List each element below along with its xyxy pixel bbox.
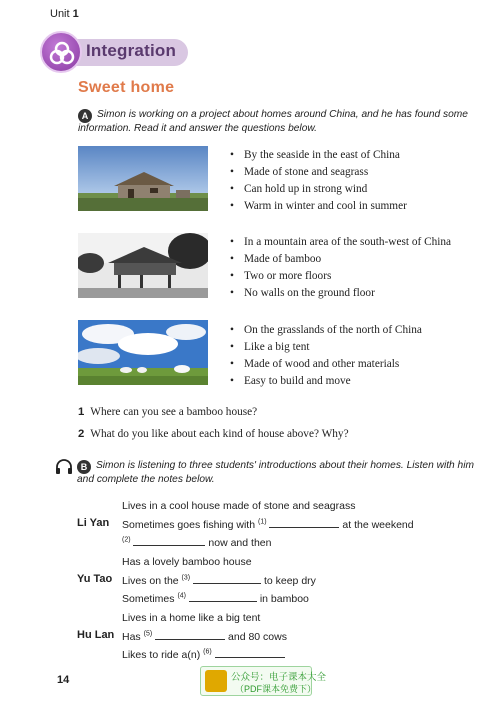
feature-item: • Easy to build and move	[230, 373, 422, 390]
question-number: 2	[78, 428, 85, 440]
section-b-instruction-1: Simon is listening to three students' introductions about their homes. Listen with him	[96, 460, 474, 471]
hu-lan-line-3-pre: Likes to ride a(n)	[122, 649, 201, 661]
feature-item: • On the grasslands of the north of China	[230, 322, 422, 339]
yu-tao-line-2-pre: Lives on the	[122, 575, 179, 587]
yu-tao-line-3-post: in bamboo	[259, 593, 309, 605]
yu-tao-line-3-pre: Sometimes	[122, 593, 175, 605]
question-number: 1	[78, 406, 85, 418]
section-b-instruction-2: and complete the notes below.	[77, 474, 215, 485]
answer-blank-3[interactable]	[193, 574, 261, 584]
headphones-icon[interactable]	[55, 459, 73, 480]
feature-item: • No walls on the ground floor	[230, 285, 451, 302]
yu-tao-line-2-post: to keep dry	[263, 575, 316, 587]
watermark-logo-icon	[205, 670, 227, 692]
blank-number-4: (4)	[177, 592, 186, 600]
li-yan-line-2	[122, 518, 414, 531]
yu-tao-line-1: Has a lovely bamboo house	[122, 556, 252, 568]
feature-item: • Can hold up in strong wind	[230, 181, 407, 198]
li-yan-line-3	[122, 536, 271, 549]
student-name-hu-lan: Hu Lan	[77, 629, 115, 641]
answer-blank-5[interactable]	[155, 630, 225, 640]
blank-number-3: (3)	[181, 574, 191, 582]
blank-number-6: (6)	[203, 648, 212, 656]
house-1-features	[230, 147, 407, 215]
section-b-badge: B	[77, 460, 91, 474]
unit-number: 1	[72, 8, 79, 20]
hu-lan-line-2-pre: Has	[122, 631, 141, 643]
unit-prefix: Unit	[50, 8, 70, 20]
integration-banner	[40, 31, 190, 73]
feature-item: • Made of wood and other materials	[230, 356, 422, 373]
feature-item: • Like a big tent	[230, 339, 422, 356]
integration-icon	[40, 31, 82, 73]
house-2-features	[230, 234, 451, 302]
lesson-title: Sweet home	[78, 79, 175, 96]
blank-number-5: (5)	[143, 630, 153, 638]
student-name-yu-tao: Yu Tao	[77, 573, 113, 585]
watermark-badge	[200, 666, 327, 696]
hu-lan-line-1: Lives in a home like a big tent	[122, 612, 261, 624]
blank-number-1: (1)	[257, 518, 267, 526]
section-a-instruction-2: information. Read it and answer the questions below.	[78, 123, 317, 134]
li-yan-line-1: Lives in a cool house made of stone and seagrass	[122, 500, 356, 512]
student-name-li-yan: Li Yan	[77, 517, 110, 529]
feature-item: • Two or more floors	[230, 268, 451, 285]
question-2	[78, 428, 349, 440]
question-1	[78, 406, 257, 418]
li-yan-line-2-post: at the weekend	[342, 519, 414, 531]
grassland-tent-photo	[78, 320, 208, 385]
feature-item: • By the seaside in the east of China	[230, 147, 407, 164]
feature-item: • Made of bamboo	[230, 251, 451, 268]
answer-blank-2[interactable]	[133, 536, 205, 546]
hu-lan-line-2-post: and 80 cows	[228, 631, 287, 643]
answer-blank-4[interactable]	[189, 592, 257, 602]
house-3-features	[230, 322, 422, 390]
unit-label	[50, 8, 79, 20]
feature-item: • In a mountain area of the south-west of China	[230, 234, 451, 251]
page-number: 14	[57, 674, 70, 686]
li-yan-line-2-pre: Sometimes goes fishing with	[122, 519, 256, 531]
blank-number-2: (2)	[122, 536, 131, 544]
section-title: Integration	[86, 41, 177, 60]
section-a-badge: A	[78, 109, 92, 123]
section-a-instruction-1: Simon is working on a project about homes around China, and he has found some	[97, 109, 468, 120]
watermark-line-1: 公众号：电子课本大全	[231, 672, 327, 683]
answer-blank-1[interactable]	[269, 518, 339, 528]
feature-item: • Made of stone and seagrass	[230, 164, 407, 181]
hu-lan-line-2	[122, 630, 287, 643]
yu-tao-line-3	[122, 592, 309, 605]
yu-tao-line-2	[122, 574, 316, 587]
question-text: What do you like about each kind of house above? Why?	[90, 428, 349, 440]
bamboo-house-photo	[78, 233, 208, 298]
li-yan-line-3-post: now and then	[208, 537, 272, 549]
question-text: Where can you see a bamboo house?	[90, 406, 258, 418]
hu-lan-line-3	[122, 648, 285, 661]
watermark-line-2: （PDF课本免费下）	[235, 684, 317, 694]
feature-item: • Warm in winter and cool in summer	[230, 198, 407, 215]
seaside-stone-house-photo	[78, 146, 208, 211]
answer-blank-6[interactable]	[215, 648, 285, 658]
